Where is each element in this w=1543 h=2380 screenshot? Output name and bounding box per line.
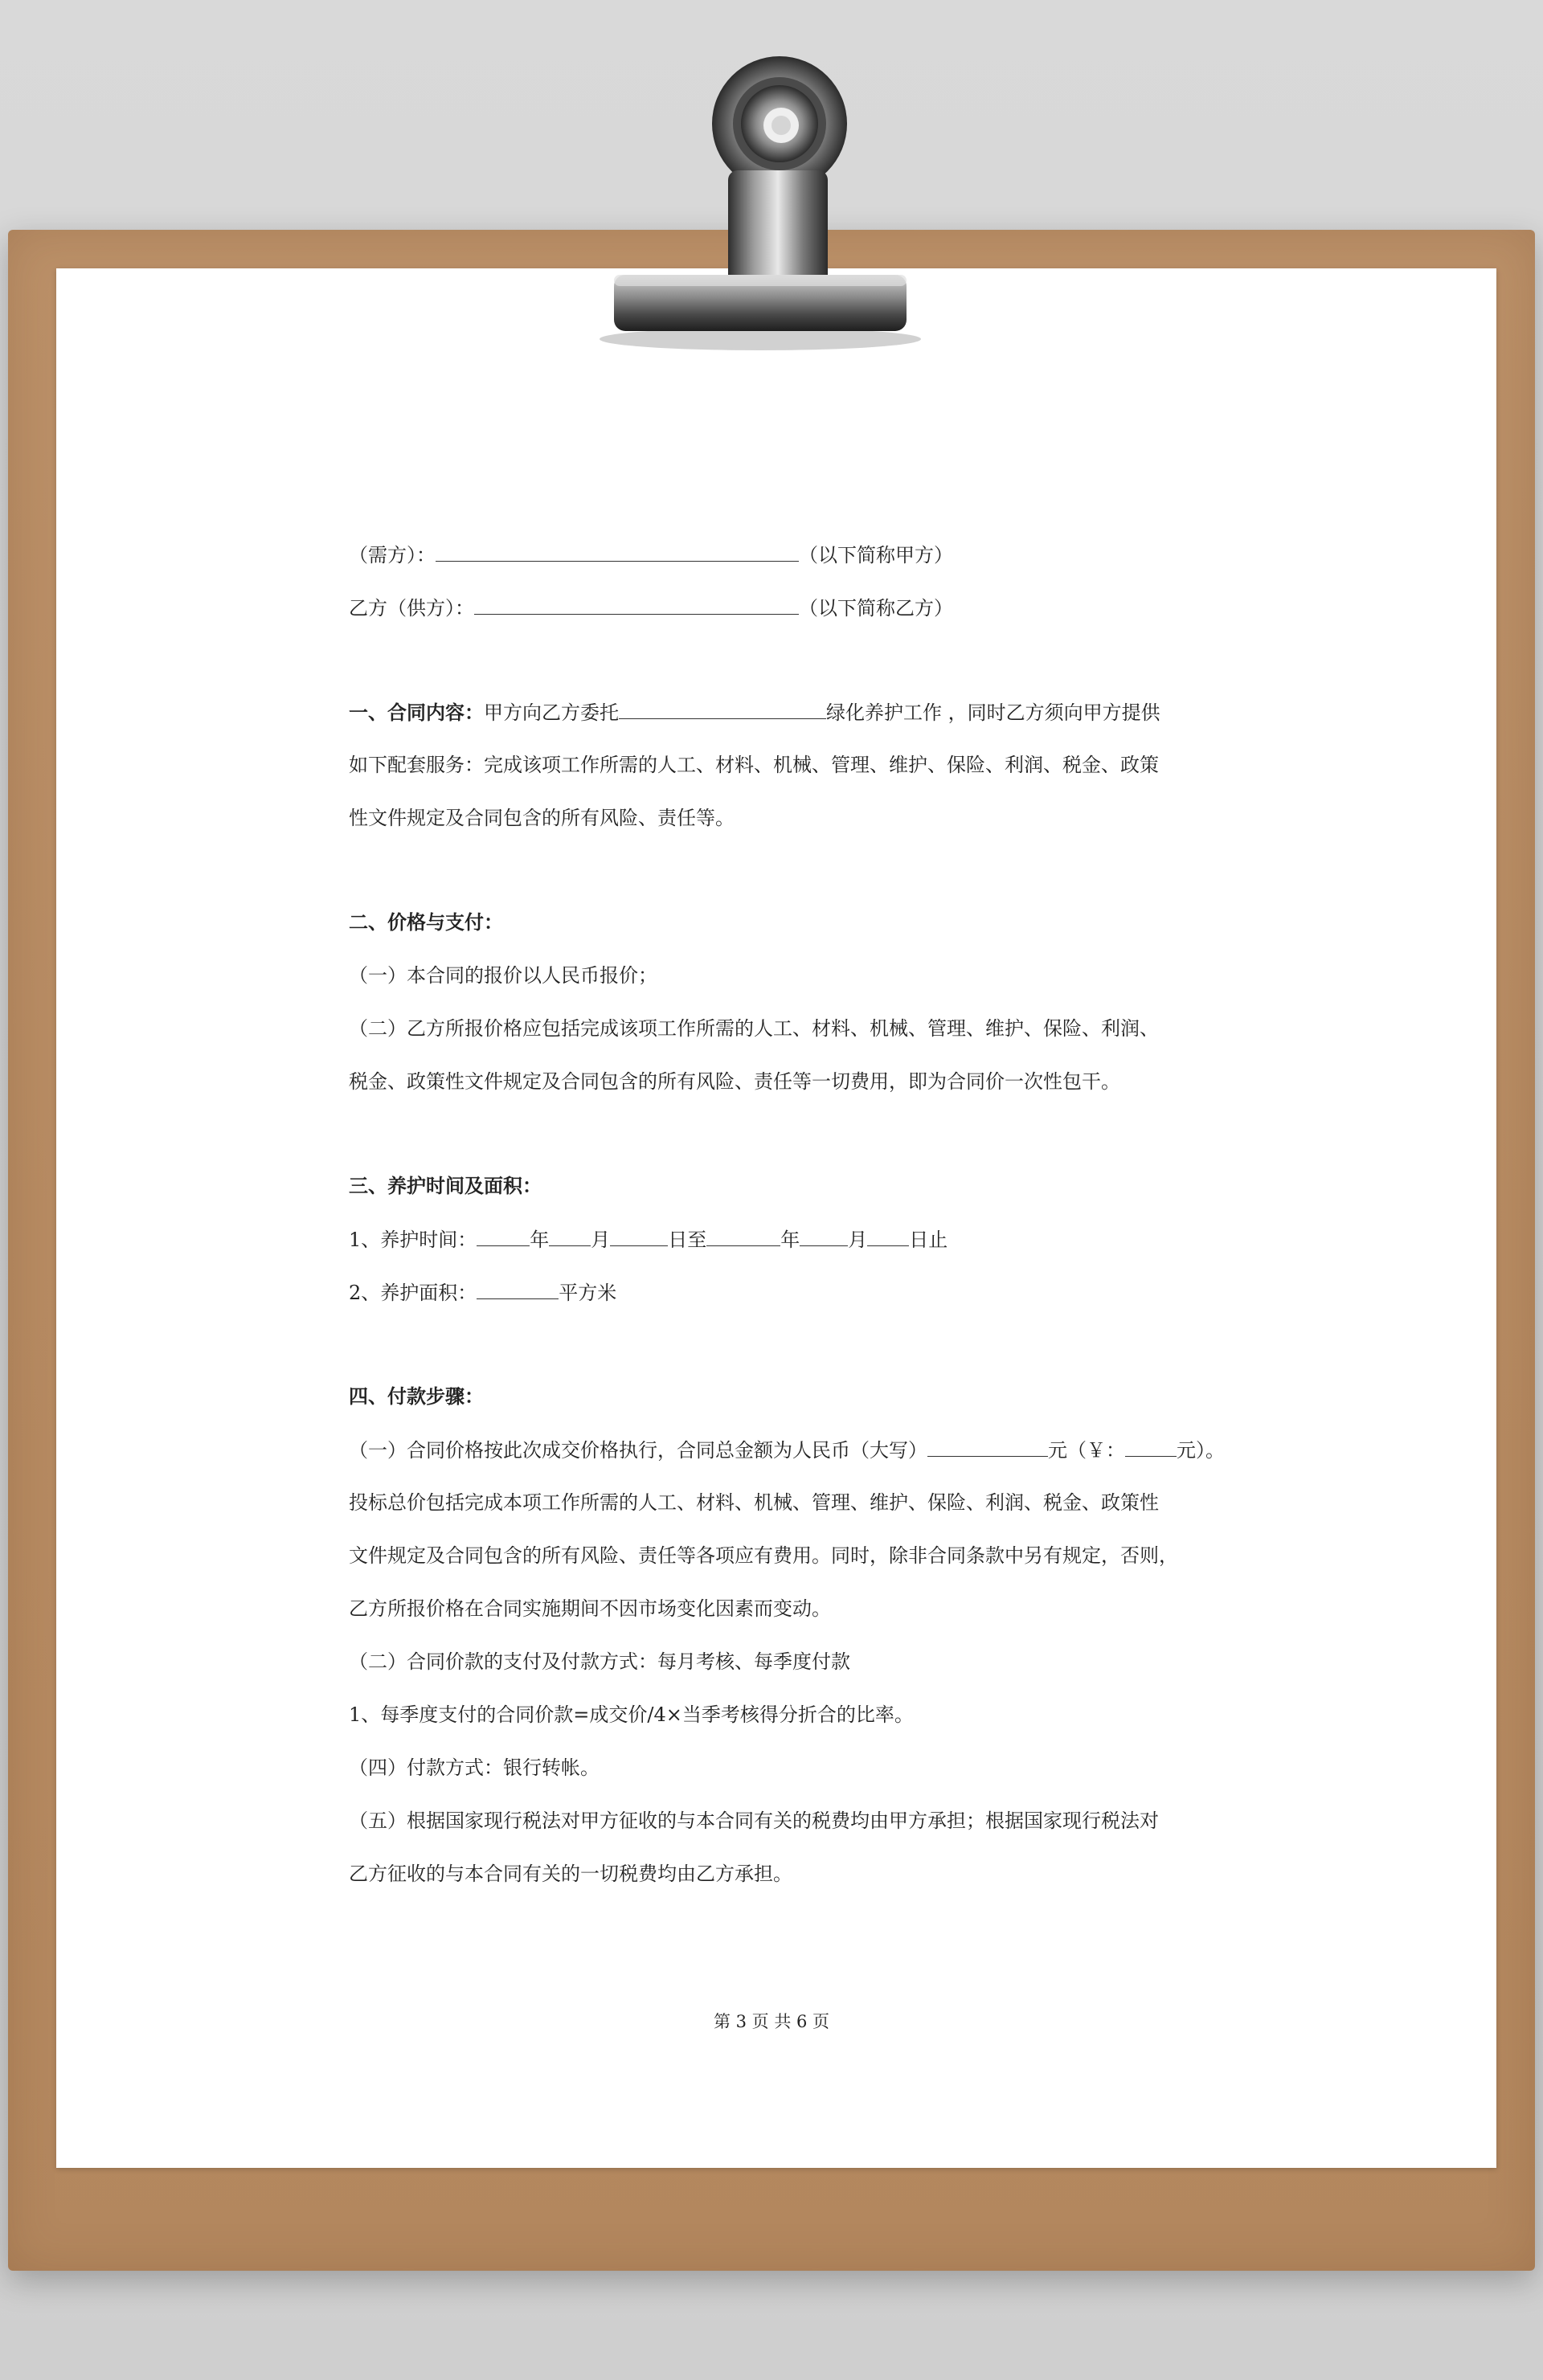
section4-p5-line2: 乙方征收的与本合同有关的一切税费均由乙方承担。 (349, 1863, 792, 1885)
section4-p2: （二）合同价款的支付及付款方式：每月考核、每季度付款 (349, 1650, 850, 1673)
section1-heading: 一、合同内容： (349, 701, 484, 724)
section1-text-a: 甲方向乙方委托 (484, 701, 619, 724)
section4-p1-line4: 乙方所报价格在合同实施期间不因市场变化因素而变动。 (349, 1597, 831, 1620)
p1-text-a: （一）合同价格按此次成交价格执行，合同总金额为人民币（大写） (349, 1439, 927, 1462)
end-year-blank (706, 1223, 780, 1246)
party-b-label: 乙方（供方）： (349, 597, 474, 620)
day-to-text: 日至 (668, 1229, 707, 1251)
section2-heading: 二、价格与支付： (349, 910, 503, 934)
section4-p1-line3: 文件规定及合同包含的所有风险、责任等各项应有费用。同时，除非合同条款中另有规定，否则， (349, 1544, 1178, 1567)
section1-line3: 性文件规定及合同包含的所有风险、责任等。 (349, 807, 735, 829)
year1-text: 年 (530, 1229, 550, 1251)
party-b-line (349, 591, 953, 624)
section1-line1 (349, 696, 1160, 728)
binder-clip-icon (575, 50, 945, 355)
year2-text: 年 (780, 1229, 800, 1251)
section4-p3: 1、每季度支付的合同价款=成交价/4×当季考核得分折合的比率。 (349, 1703, 914, 1726)
section1-line2: 如下配套服务：完成该项工作所需的人工、材料、机械、管理、维护、保险、利润、税金、政策 (349, 754, 1159, 776)
page-number: 第 3 页 共 6 页 (713, 2012, 830, 2031)
section2-item2-line1: （二）乙方所报价格应包括完成该项工作所需的人工、材料、机械、管理、维护、保险、利润、 (349, 1017, 1159, 1040)
section3-time-line (349, 1223, 947, 1255)
start-day-blank (610, 1223, 668, 1246)
time-label: 1、养护时间： (349, 1229, 477, 1251)
party-a-blank (436, 538, 799, 562)
month1-text: 月 (591, 1229, 611, 1251)
p1-text-c: 元）。 (1177, 1439, 1225, 1462)
area-unit: 平方米 (559, 1282, 617, 1304)
section4-p1-line2: 投标总价包括完成本项工作所需的人工、材料、机械、管理、维护、保险、利润、税金、政策性 (349, 1491, 1159, 1514)
party-a-line (349, 538, 953, 570)
section1-blank (619, 696, 826, 719)
section3-heading: 三、养护时间及面积： (349, 1174, 542, 1197)
area-blank (477, 1276, 559, 1299)
section4-p4: （四）付款方式：银行转帐。 (349, 1756, 600, 1779)
amount-number-blank (1125, 1433, 1177, 1457)
party-b-blank (474, 591, 799, 615)
area-label: 2、养护面积： (349, 1282, 477, 1304)
end-day-blank (867, 1223, 909, 1246)
day-end-text: 日止 (909, 1229, 948, 1251)
party-a-label: （需方）： (349, 544, 436, 566)
p1-text-b: 元（￥： (1048, 1439, 1125, 1462)
section4-p1-line1 (349, 1433, 1225, 1466)
party-a-suffix: （以下简称甲方） (799, 544, 953, 566)
amount-words-blank (927, 1433, 1048, 1457)
party-b-suffix: （以下简称乙方） (799, 597, 953, 620)
end-month-blank (800, 1223, 848, 1246)
section2-item2-line2: 税金、政策性文件规定及合同包含的所有风险、责任等一切费用，即为合同价一次性包干。 (349, 1070, 1120, 1093)
section4-heading: 四、付款步骤： (349, 1384, 484, 1408)
section4-p5-line1: （五）根据国家现行税法对甲方征收的与本合同有关的税费均由甲方承担；根据国家现行税法对 (349, 1810, 1159, 1832)
section2-item1: （一）本合同的报价以人民币报价； (349, 964, 657, 987)
section1-text-b: 绿化养护工作 ，同时乙方须向甲方提供 (826, 701, 1160, 724)
month2-text: 月 (848, 1229, 868, 1251)
section3-area-line (349, 1276, 616, 1308)
start-month-blank (549, 1223, 591, 1246)
start-year-blank (477, 1223, 530, 1246)
